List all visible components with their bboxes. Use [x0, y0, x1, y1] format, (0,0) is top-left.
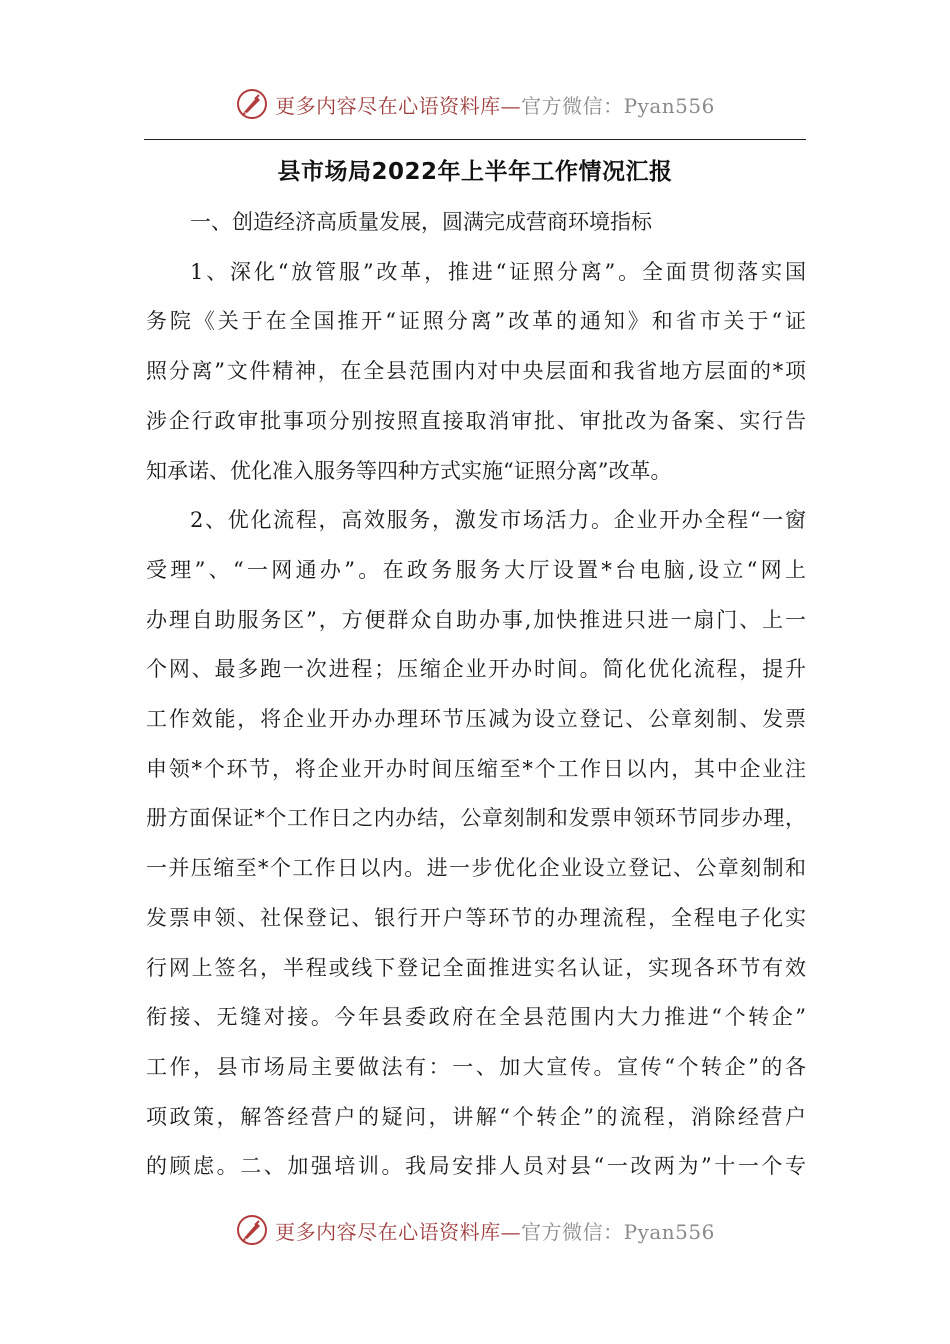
- body-line: 项政策，解答经营户的疑问，讲解“个转企”的流程，消除经营户: [146, 1104, 806, 1129]
- watermark-text: 更多内容尽在心语资料库—官方微信：Pyan556: [275, 93, 715, 118]
- watermark-text: 更多内容尽在心语资料库—官方微信：Pyan556: [275, 1219, 715, 1244]
- body-line: 1、深化“放管服”改革，推进“证照分离”。全面贯彻落实国: [190, 259, 806, 284]
- quill-pen-logo-icon: [235, 1213, 269, 1247]
- body-line: 行网上签名，半程或线下登记全面推进实名认证，实现各环节有效: [146, 955, 806, 980]
- watermark-wechat: 官方微信：Pyan556: [521, 93, 715, 118]
- body-line: 的顾虑。二、加强培训。我局安排人员对县“一改两为”十一个专: [146, 1154, 806, 1179]
- body-line: 发票申领、社保登记、银行开户等环节的办理流程，全程电子化实: [146, 905, 806, 930]
- body-line: 个网、最多跑一次进程；压缩企业开办时间。简化优化流程，提升: [146, 657, 806, 682]
- body-line: 册方面保证*个工作日之内办结，公章刻制和发票申领环节同步办理，: [146, 806, 806, 831]
- watermark-banner-bottom: [0, 1208, 950, 1252]
- watermark-banner-top: [0, 82, 950, 126]
- body-line: 工作，县市场局主要做法有：一、加大宣传。宣传“个转企”的各: [146, 1054, 806, 1079]
- quill-pen-logo-icon: [235, 87, 269, 121]
- body-line: 照分离”文件精神，在全县范围内对中央层面和我省地方层面的*项: [146, 359, 806, 384]
- body-line: 一、创造经济高质量发展，圆满完成营商环境指标: [190, 210, 652, 234]
- body-line: 一并压缩至*个工作日以内。进一步优化企业设立登记、公章刻制和: [146, 856, 806, 881]
- body-line: 知承诺、优化准入服务等四种方式实施“证照分离”改革。: [146, 458, 672, 483]
- body-line: 涉企行政审批事项分别按照直接取消审批、审批改为备案、实行告: [146, 408, 806, 433]
- body-line: 2、优化流程，高效服务，激发市场活力。企业开办全程“一窗: [190, 508, 806, 533]
- body-line: 工作效能，将企业开办办理环节压减为设立登记、公章刻制、发票: [146, 707, 806, 731]
- watermark-wechat: 官方微信：Pyan556: [521, 1219, 715, 1244]
- document-title: 县市场局2022年上半年工作情况汇报: [277, 159, 673, 185]
- body-line: 申领*个环节，将企业开办时间压缩至*个工作日以内，其中企业注: [146, 756, 806, 781]
- header-divider: [144, 139, 806, 140]
- body-line: 办理自助服务区”，方便群众自助办事,加快推进只进一扇门、上一: [146, 607, 806, 632]
- body-line: 务院《关于在全国推开“证照分离”改革的通知》和省市关于“证: [146, 309, 806, 334]
- body-line: 衔接、无缝对接。今年县委政府在全县范围内大力推进“个转企”: [146, 1005, 806, 1030]
- body-line: 受理”、“一网通办”。在政务服务大厅设置*台电脑,设立“网上: [146, 557, 806, 582]
